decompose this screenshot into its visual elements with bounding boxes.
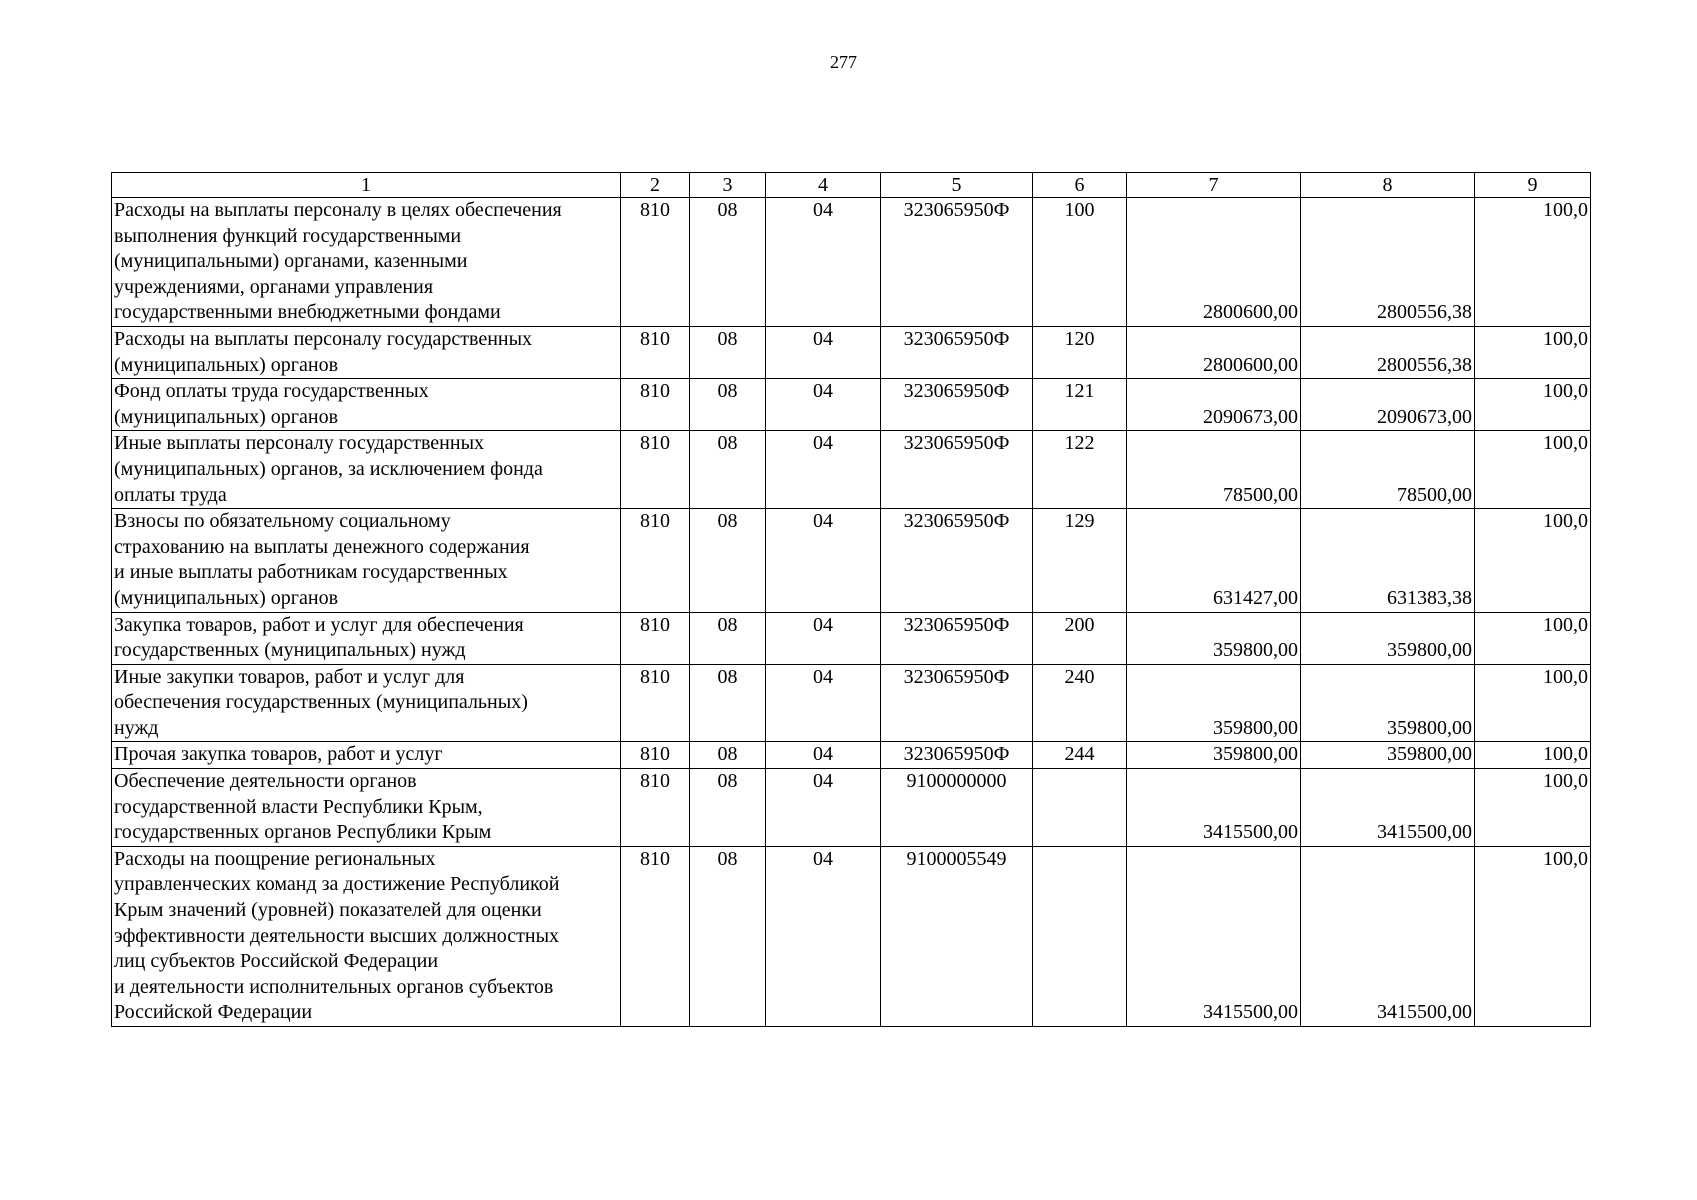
row-name-cell [112,742,621,769]
actual-amount-cell: 2800556,38 [1301,198,1475,327]
subsection-code-cell: 04 [766,431,881,509]
actual-amount-cell: 2090673,00 [1301,379,1475,431]
actual-amount-cell: 359800,00 [1301,612,1475,664]
actual-amount-cell: 2800556,38 [1301,326,1475,378]
row-name-line: государственных органов Республики Крым [114,821,492,844]
vedomstvo-code-cell: 810 [621,769,690,847]
row-name-cell [112,198,621,327]
planned-amount-cell: 2800600,00 [1127,326,1301,378]
actual-amount-cell: 3415500,00 [1301,846,1475,1026]
row-name-cell [112,664,621,742]
target-article-cell: 323065950Ф [881,431,1033,509]
planned-amount-cell: 3415500,00 [1127,769,1301,847]
column-header: 3 [690,173,766,198]
planned-amount-cell: 2800600,00 [1127,198,1301,327]
row-name-line: (муниципальных) органов [114,586,339,609]
expense-type-cell: 121 [1033,379,1127,431]
column-header: 9 [1475,173,1591,198]
expense-type-cell: 122 [1033,431,1127,509]
section-code-cell: 08 [690,846,766,1026]
target-article-cell: 323065950Ф [881,198,1033,327]
actual-amount-cell: 359800,00 [1301,742,1475,769]
column-header: 7 [1127,173,1301,198]
row-name-line: государственными внебюджетными фондами [114,301,501,324]
expense-type-cell: 240 [1033,664,1127,742]
target-article-cell: 323065950Ф [881,612,1033,664]
row-name-line: Расходы на поощрение региональных [114,847,436,870]
row-name-line: Российской Федерации [114,1001,313,1024]
table-row [112,769,1591,847]
target-article-cell: 323065950Ф [881,509,1033,612]
expense-type-cell: 200 [1033,612,1127,664]
table-row [112,612,1591,664]
row-name-line: Обеспечение деятельности органов [114,770,417,793]
column-header: 5 [881,173,1033,198]
row-name-line: Взносы по обязательному социальному [114,510,451,533]
expense-type-cell: 129 [1033,509,1127,612]
row-name-line: Крым значений (уровней) показателей для оценки [114,899,542,922]
row-name-line: Фонд оплаты труда государственных [114,380,429,403]
row-name-line: государственных (муниципальных) нужд [114,639,466,662]
row-name-cell [112,846,621,1026]
row-name-cell [112,431,621,509]
target-article-cell: 323065950Ф [881,379,1033,431]
execution-percent-cell: 100,0 [1475,198,1591,327]
section-code-cell: 08 [690,379,766,431]
table-body [112,198,1591,1027]
target-article-cell: 323065950Ф [881,742,1033,769]
column-header: 4 [766,173,881,198]
row-name-line: Расходы на выплаты персоналу в целях обеспечения [114,199,562,221]
table-row [112,742,1591,769]
actual-amount-cell: 631383,38 [1301,509,1475,612]
row-name-line: (муниципальных) органов [114,353,339,376]
header-row [112,173,1591,198]
expense-type-cell: 244 [1033,742,1127,769]
column-header: 8 [1301,173,1475,198]
table-row [112,326,1591,378]
subsection-code-cell: 04 [766,664,881,742]
row-name-line: государственной власти Республики Крым, [114,795,483,818]
subsection-code-cell: 04 [766,198,881,327]
row-name-line: выполнения функций государственными [114,224,462,247]
planned-amount-cell: 631427,00 [1127,509,1301,612]
vedomstvo-code-cell: 810 [621,742,690,769]
subsection-code-cell: 04 [766,326,881,378]
column-header: 1 [112,173,621,198]
subsection-code-cell: 04 [766,846,881,1026]
table-row [112,664,1591,742]
subsection-code-cell: 04 [766,379,881,431]
target-article-cell: 323065950Ф [881,664,1033,742]
row-name-line: страхованию на выплаты денежного содержания [114,535,530,558]
actual-amount-cell: 359800,00 [1301,664,1475,742]
row-name-line: (муниципальных) органов [114,405,339,428]
execution-percent-cell: 100,0 [1475,612,1591,664]
subsection-code-cell: 04 [766,509,881,612]
column-header: 2 [621,173,690,198]
row-name-line: Расходы на выплаты персоналу государственных [114,327,533,350]
section-code-cell: 08 [690,769,766,847]
subsection-code-cell: 04 [766,742,881,769]
planned-amount-cell: 2090673,00 [1127,379,1301,431]
budget-table [111,172,1591,1027]
execution-percent-cell: 100,0 [1475,664,1591,742]
row-name-line: (муниципальных) органов, за исключением фонда [114,457,543,480]
section-code-cell: 08 [690,509,766,612]
execution-percent-cell: 100,0 [1475,846,1591,1026]
actual-amount-cell: 3415500,00 [1301,769,1475,847]
expense-type-cell [1033,846,1127,1026]
row-name-line: Прочая закупка товаров, работ и услуг [114,743,443,766]
subsection-code-cell: 04 [766,769,881,847]
row-name-line: и деятельности исполнительных органов субъектов [114,975,554,998]
row-name-line: Иные выплаты персоналу государственных [114,432,485,455]
row-name-line: обеспечения государственных (муниципальных) [114,691,528,714]
row-name-line: (муниципальными) органами, казенными [114,250,468,273]
section-code-cell: 08 [690,612,766,664]
target-article-cell: 9100005549 [881,846,1033,1026]
planned-amount-cell: 359800,00 [1127,742,1301,769]
execution-percent-cell: 100,0 [1475,509,1591,612]
row-name-line: нужд [114,716,159,739]
section-code-cell: 08 [690,431,766,509]
planned-amount-cell: 359800,00 [1127,612,1301,664]
table-row [112,846,1591,1026]
section-code-cell: 08 [690,664,766,742]
planned-amount-cell: 78500,00 [1127,431,1301,509]
row-name-line: Закупка товаров, работ и услуг для обеспечения [114,613,524,636]
table-row [112,509,1591,612]
vedomstvo-code-cell: 810 [621,326,690,378]
planned-amount-cell: 359800,00 [1127,664,1301,742]
expense-type-cell: 100 [1033,198,1127,327]
row-name-line: эффективности деятельности высших должностных [114,924,560,947]
vedomstvo-code-cell: 810 [621,509,690,612]
vedomstvo-code-cell: 810 [621,846,690,1026]
page-number: 277 [830,52,857,72]
table-row [112,198,1591,327]
subsection-code-cell: 04 [766,612,881,664]
execution-percent-cell: 100,0 [1475,431,1591,509]
row-name-line: и иные выплаты работникам государственных [114,561,508,584]
section-code-cell: 08 [690,326,766,378]
row-name-line: Иные закупки товаров, работ и услуг для [114,665,465,688]
column-header: 6 [1033,173,1127,198]
target-article-cell: 323065950Ф [881,326,1033,378]
expense-type-cell [1033,769,1127,847]
vedomstvo-code-cell: 810 [621,198,690,327]
row-name-cell [112,769,621,847]
execution-percent-cell: 100,0 [1475,326,1591,378]
table-row [112,379,1591,431]
target-article-cell: 9100000000 [881,769,1033,847]
vedomstvo-code-cell: 810 [621,431,690,509]
row-name-line: учреждениями, органами управления [114,275,434,298]
vedomstvo-code-cell: 810 [621,664,690,742]
expense-type-cell: 120 [1033,326,1127,378]
row-name-cell [112,379,621,431]
execution-percent-cell: 100,0 [1475,742,1591,769]
vedomstvo-code-cell: 810 [621,612,690,664]
row-name-cell [112,509,621,612]
actual-amount-cell: 78500,00 [1301,431,1475,509]
row-name-line: лиц субъектов Российской Федерации [114,950,439,973]
row-name-cell [112,326,621,378]
row-name-line: оплаты труда [114,483,227,506]
row-name-line: управленческих команд за достижение Республикой [114,873,560,896]
vedomstvo-code-cell: 810 [621,379,690,431]
execution-percent-cell: 100,0 [1475,379,1591,431]
section-code-cell: 08 [690,198,766,327]
table-row [112,431,1591,509]
row-name-cell [112,612,621,664]
section-code-cell: 08 [690,742,766,769]
execution-percent-cell: 100,0 [1475,769,1591,847]
planned-amount-cell: 3415500,00 [1127,846,1301,1026]
